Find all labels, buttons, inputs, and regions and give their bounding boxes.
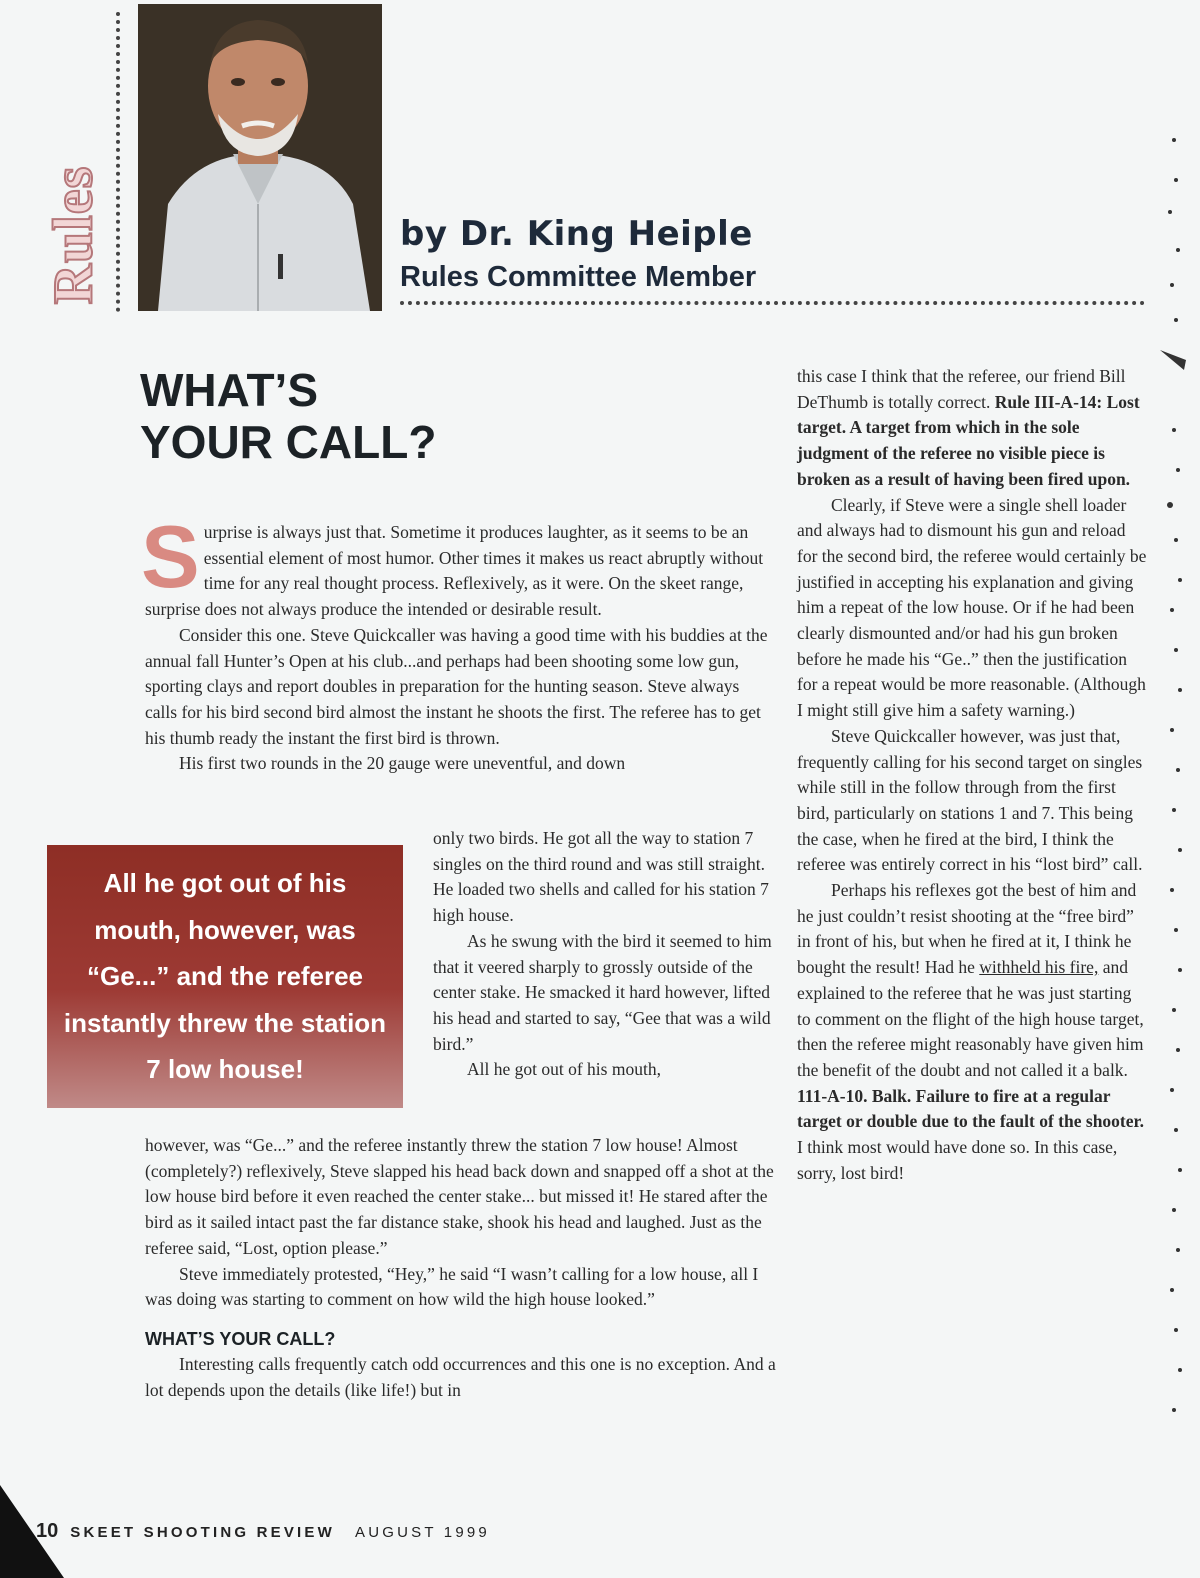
paragraph-clearly: Clearly, if Steve were a single shell loader and always had to dismount his gun and reload for the second bird, the referee would certainly be justified in accepting his explanation and giving him a repeat of the low house. Or if he had been clearly dismounted and/or had his gun broken before he made his “Ge..” then the justification for a repeat would be more reasonable. (Although I might still give him a safety warning.) [797,494,1147,721]
paragraph-quickcaller: Steve Quickcaller however, was just that, frequently calling for his second target on singles while still in the follow through from the first bird, particularly on stations 1 and 7. This being the case, when he fired at the bird, I think the referee was entirely correct in his “lost bird” call. [797,725,1143,875]
paragraph-reflexes-text-2: and explained to the referee that he was just starting to comment on the flight of the high house target, then the referee might reasonably have given him the benefit of the doubt and not called it a balk. [797,957,1144,1080]
paragraph-first-rounds: His first two rounds in the 20 gauge were uneventful, and down [179,753,626,774]
vertical-dotted-rule [116,12,120,312]
horizontal-dotted-rule [400,301,1145,305]
paragraph-got-out: All he got out of his mouth, [467,1059,661,1080]
paragraph-low-house: however, was “Ge...” and the referee instantly threw the station 7 low house! Almost (completely?) reflexively, Steve slapped his head back down and snapped off a shot at the low house bird before it even reached the center stake... but missed it! He stared after the bird as it sailed intact past the far distance stake, shook his head and laughed. Just as the referee said, “Lost, option please.” [145,1135,774,1258]
paragraph-reflexes-text-3: I think most would have done so. In this case, sorry, lost bird! [797,1137,1118,1183]
headline-line-2: YOUR CALL? [140,416,437,468]
publication-name: SKEET SHOOTING REVIEW [70,1524,335,1541]
body-column-top [141,507,775,777]
pull-quote-text: All he got out of his mouth, however, was “Ge...” and the referee instantly threw the station 7 low house! [63,868,387,1085]
body-column-right [797,364,1147,1187]
paragraph-swung: As he swung with the bird it seemed to him that it veered sharply to grossly outside of the center stake. He smacked it hard however, lifted his head and started to say, “Gee that was a wild bird.” [433,930,772,1054]
author-byline: by Dr. King Heiple [400,214,753,254]
paragraph-station-7: only two birds. He got all the way to station 7 singles on the third round and was still straight. He loaded two shells and called for his station 7 high house. [433,828,769,926]
author-role: Rules Committee Member [400,261,757,293]
paragraph-intro-text: urprise is always just that. Sometime it produces laughter, as it seems to be an essential element of most humor. Other times it makes us react abruptly without time for any real thought process. Reflexively, as it were. On the skeet range, surprise does not always produce the intended or desirable result. [145,522,764,620]
author-portrait-illustration [138,4,382,311]
paragraph-this-case [797,364,1147,493]
page-number: 10 [36,1520,59,1542]
headline-line-1: WHAT’S [140,364,319,416]
paragraph-reflexes [797,878,1147,1186]
paragraph-reflexes-text: Perhaps his reflexes got the best of him and he just couldn’t resist shooting at the “free bird” in front of his, but when he fired at it, I think he bought the result! Had he [797,880,1137,978]
scan-edge-marks [1160,130,1190,1430]
paragraph-consider: Consider this one. Steve Quickcaller was having a good time with his buddies at the annual fall Hunter’s Open at his club...and perhaps had been shooting some low gun, sporting clays and report doubles in preparation for the hunting season. Steve always calls for his bird second bird almost the instant he shoots the first. The referee has to get his thumb ready the instant the first bird is thrown. [145,624,768,748]
paragraph-interesting: Interesting calls frequently catch odd occurrences and this one is no exception. And a lot depends upon the details (like life!) but in [145,1353,776,1400]
body-column-wrap [433,826,775,1083]
drop-cap: S [141,507,200,606]
page-footer [36,1520,490,1543]
underlined-phrase: withheld his fire, [979,957,1099,978]
paragraph-protest: Steve immediately protested, “Hey,” he said “I wasn’t calling for a low house, all I was doing was starting to comment on how wild the high house looked.” [145,1263,759,1310]
pull-quote [47,845,403,1108]
paragraph-intro [141,507,775,623]
author-photo [138,4,382,311]
section-tag-label: Rules [42,165,105,305]
paragraph-this-case-text: this case I think that the referee, our friend Bill DeThumb is totally correct. [797,366,1126,412]
subheading: WHAT’S YOUR CALL? [145,1328,336,1349]
rule-balk: 111-A-10. Balk. Failure to fire at a regular target or double due to the fault of the shooter. [797,1085,1145,1132]
article-headline [140,364,560,468]
issue-date: AUGUST 1999 [354,1524,490,1541]
body-column-bottom [145,1133,777,1403]
rule-lost-target: Rule III-A-14: Lost target. A target from which in the sole judgment of the referee no visible piece is broken as a result of having been fired upon. [797,391,1140,489]
section-tag [38,150,108,320]
